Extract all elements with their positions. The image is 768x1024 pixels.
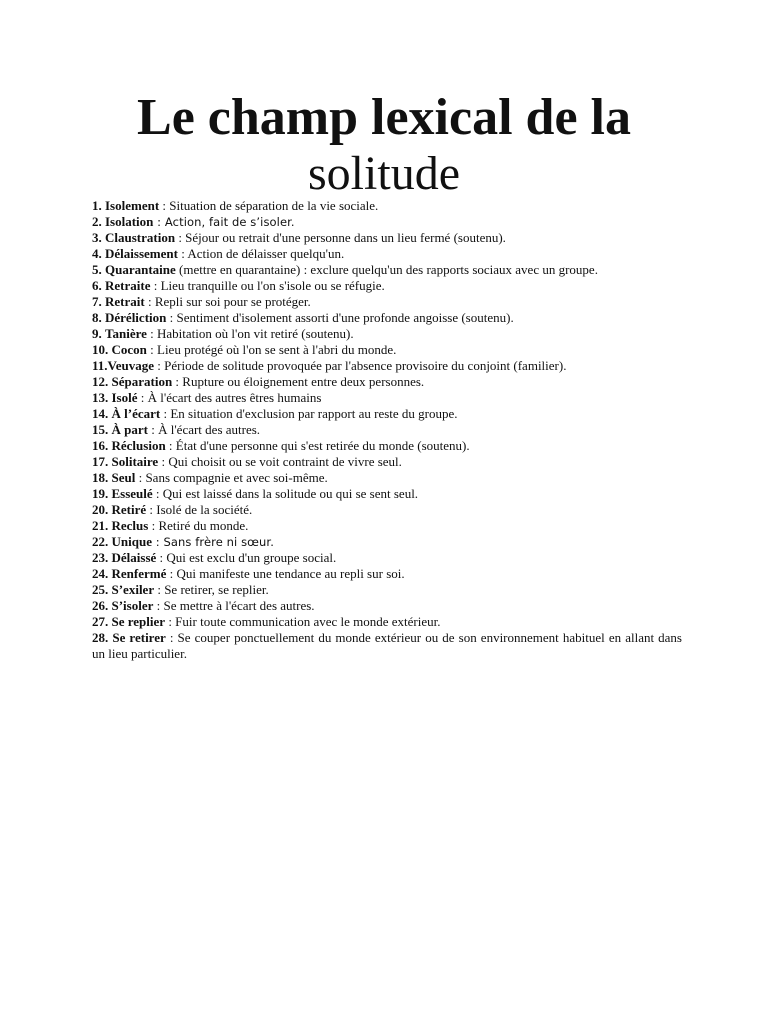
entry-number: 22. xyxy=(92,534,109,549)
entry-definition: : Fuir toute communication avec le monde extérieur. xyxy=(165,614,441,629)
entry-definition: : Retiré du monde. xyxy=(148,518,249,533)
list-item xyxy=(92,534,682,550)
list-item xyxy=(92,598,682,614)
entry-number: 8. xyxy=(92,310,102,325)
entry-definition: : En situation d'exclusion par rapport au reste du groupe. xyxy=(160,406,458,421)
list-item xyxy=(92,422,682,438)
entry-term: Retraite xyxy=(105,278,151,293)
entry-number: 24. xyxy=(92,566,109,581)
entry-term: Réclusion xyxy=(111,438,166,453)
entry-term: À l’écart xyxy=(111,406,161,421)
entry-term: Isolé xyxy=(111,390,138,405)
entry-number: 25. xyxy=(92,582,109,597)
entry-term: Veuvage xyxy=(107,358,155,373)
list-item xyxy=(92,550,682,566)
page-title-line2: solitude xyxy=(308,147,460,200)
entry-number: 18. xyxy=(92,470,109,485)
entry-number: 6. xyxy=(92,278,102,293)
list-item xyxy=(92,406,682,422)
list-item xyxy=(92,358,682,374)
entry-definition: : État d'une personne qui s'est retirée du monde (soutenu). xyxy=(165,438,470,453)
entry-term: Cocon xyxy=(111,342,147,357)
list-item xyxy=(92,502,682,518)
list-item xyxy=(92,470,682,486)
entry-number: 13. xyxy=(92,390,109,405)
entry-definition: : Qui est exclu d'un groupe social. xyxy=(156,550,337,565)
list-item xyxy=(92,342,682,358)
list-item xyxy=(92,310,682,326)
entry-term: Retiré xyxy=(111,502,147,517)
entry-definition: : Action de délaisser quelqu'un. xyxy=(177,246,345,261)
list-item xyxy=(92,438,682,454)
list-item xyxy=(92,486,682,502)
entry-number: 7. xyxy=(92,294,102,309)
entry-number: 4. xyxy=(92,246,102,261)
entry-term: Retrait xyxy=(105,294,145,309)
list-item xyxy=(92,294,682,310)
entry-definition: : Sans frère ni sœur. xyxy=(151,535,274,549)
list-item xyxy=(92,262,682,278)
list-item xyxy=(92,566,682,582)
list-item xyxy=(92,278,682,294)
entry-term: Se replier xyxy=(111,614,166,629)
entry-number: 19. xyxy=(92,486,109,501)
entry-definition: : Qui est laissé dans la solitude ou qui se sent seul. xyxy=(152,486,419,501)
entry-definition: : À l'écart des autres êtres humains xyxy=(137,390,322,405)
entry-number: 16. xyxy=(92,438,109,453)
list-item xyxy=(92,198,682,214)
entry-number: 20. xyxy=(92,502,109,517)
entry-term: Se retirer xyxy=(112,630,166,645)
list-item xyxy=(92,614,682,630)
page-title: Le champ lexical de la xyxy=(137,89,631,146)
entry-definition: : À l'écart des autres. xyxy=(147,422,261,437)
entry-definition: : Repli sur soi pour se protéger. xyxy=(144,294,311,309)
entry-term: Délaissé xyxy=(111,550,157,565)
entry-number: 17. xyxy=(92,454,109,469)
entry-number: 9. xyxy=(92,326,102,341)
entry-definition: : Lieu protégé où l'on se sent à l'abri du monde. xyxy=(146,342,397,357)
entry-number: 5. xyxy=(92,262,102,277)
entry-definition: : Se mettre à l'écart des autres. xyxy=(153,598,315,613)
entry-term: Isolation xyxy=(105,214,154,229)
entry-term: Renfermé xyxy=(111,566,167,581)
entry-term: Seul xyxy=(111,470,136,485)
entry-term: Délaissement xyxy=(105,246,178,261)
entry-number: 14. xyxy=(92,406,109,421)
entry-term: À part xyxy=(111,422,148,437)
entry-definition: : Séjour ou retrait d'une personne dans un lieu fermé (soutenu). xyxy=(175,230,506,245)
entry-number: 3. xyxy=(92,230,102,245)
entry-definition: : Qui manifeste une tendance au repli sur soi. xyxy=(166,566,405,581)
entry-definition: : Sans compagnie et avec soi-même. xyxy=(135,470,328,485)
entry-definition: (mettre en quarantaine) : exclure quelqu'un des rapports sociaux avec un groupe. xyxy=(175,262,598,277)
entry-definition: : Lieu tranquille ou l'on s'isole ou se réfugie. xyxy=(150,278,385,293)
list-item xyxy=(92,390,682,406)
entry-definition: : Isolé de la société. xyxy=(146,502,253,517)
entry-definition: : Période de solitude provoquée par l'absence provisoire du conjoint (familier). xyxy=(154,358,567,373)
list-item xyxy=(92,246,682,262)
list-item xyxy=(92,230,682,246)
list-item xyxy=(92,374,682,390)
entry-number: 23. xyxy=(92,550,109,565)
entry-definition: : Se retirer, se replier. xyxy=(154,582,269,597)
entry-number: 27. xyxy=(92,614,109,629)
entry-number: 15. xyxy=(92,422,109,437)
list-item xyxy=(92,582,682,598)
entry-term: Quarantaine xyxy=(105,262,176,277)
entry-term: S’isoler xyxy=(111,598,154,613)
entry-term: Claustration xyxy=(105,230,176,245)
entry-number: 11. xyxy=(92,358,108,373)
list-item xyxy=(92,326,682,342)
entry-term: Esseulé xyxy=(111,486,153,501)
entry-term: Solitaire xyxy=(111,454,159,469)
entry-term: S’exiler xyxy=(111,582,155,597)
entry-term: Reclus xyxy=(111,518,149,533)
entry-definition: : Habitation où l'on vit retiré (soutenu). xyxy=(146,326,354,341)
entry-term: Séparation xyxy=(111,374,173,389)
entry-definition: : Se couper ponctuellement du monde extérieur ou de son environnement habituel en allant dans un lieu particulier. xyxy=(92,630,682,661)
entry-term: Unique xyxy=(111,534,152,549)
list-item xyxy=(92,518,682,534)
entry-number: 10. xyxy=(92,342,109,357)
entry-term: Isolement xyxy=(105,198,160,213)
entry-number: 21. xyxy=(92,518,109,533)
entry-definition: : Rupture ou éloignement entre deux personnes. xyxy=(172,374,425,389)
entry-definition: : Qui choisit ou se voit contraint de vivre seul. xyxy=(158,454,402,469)
list-item xyxy=(92,214,682,230)
entry-number: 12. xyxy=(92,374,109,389)
entry-definition: : Sentiment d'isolement assorti d'une profonde angoisse (soutenu). xyxy=(166,310,514,325)
entry-term: Déréliction xyxy=(105,310,167,325)
entry-definition: : Situation de séparation de la vie sociale. xyxy=(159,198,379,213)
entry-definition: : Action, fait de s’isoler. xyxy=(153,215,295,229)
entry-number: 28. xyxy=(92,630,109,645)
lexical-field-list xyxy=(92,198,682,662)
entry-number: 2. xyxy=(92,214,102,229)
entry-number: 26. xyxy=(92,598,109,613)
entry-number: 1. xyxy=(92,198,102,213)
list-item xyxy=(92,454,682,470)
list-item xyxy=(92,630,682,662)
entry-term: Tanière xyxy=(105,326,147,341)
